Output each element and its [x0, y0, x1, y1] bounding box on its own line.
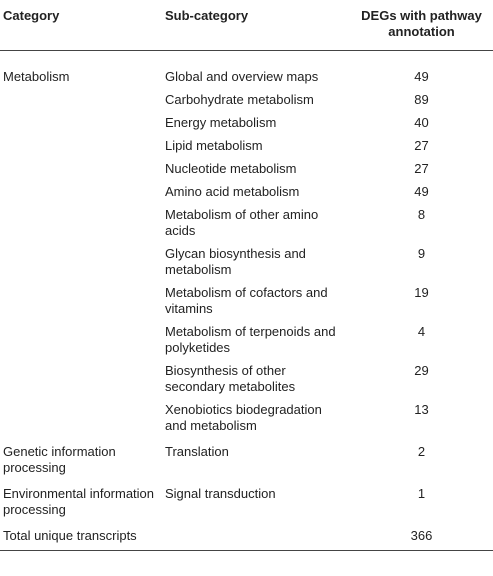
cell-value: 40	[414, 115, 429, 130]
cell-subcategory: Lipid metabolism	[165, 138, 263, 153]
table-row	[0, 282, 493, 321]
cell-value: 29	[414, 363, 429, 378]
cell-value: 89	[414, 92, 429, 107]
table-row	[0, 321, 493, 360]
header-subcategory: Sub-category	[165, 0, 350, 51]
table-row	[0, 89, 493, 112]
cell-subcategory: Amino acid metabolism	[165, 184, 300, 199]
cell-value: 1	[417, 486, 426, 501]
cell-category	[0, 135, 165, 158]
cell-subcategory: Energy metabolism	[165, 115, 277, 130]
cell-subcategory: Glycan biosynthesis and metabolism	[165, 246, 306, 277]
cell-category: Environmental information processing	[3, 486, 155, 517]
table-row	[0, 204, 493, 243]
cell-value: 9	[417, 246, 426, 261]
cell-value: 19	[414, 285, 429, 300]
cell-value: 27	[414, 138, 429, 153]
table-row	[0, 112, 493, 135]
header-category: Category	[0, 0, 165, 51]
cell-subcategory: Global and overview maps	[165, 69, 319, 84]
cell-subcategory: Nucleotide metabolism	[165, 161, 297, 176]
cell-subcategory: Carbohydrate metabolism	[165, 92, 314, 107]
cell-category: Total unique transcripts	[0, 522, 165, 551]
table-row	[0, 399, 493, 438]
cell-category	[0, 112, 165, 135]
cell-value: 2	[417, 444, 426, 459]
cell-subcategory: Metabolism of other amino acids	[165, 207, 319, 238]
cell-category	[0, 89, 165, 112]
cell-category: Metabolism	[3, 69, 70, 84]
cell-value: 27	[414, 161, 429, 176]
table-row	[0, 51, 493, 90]
cell-category	[0, 399, 165, 438]
table-header	[0, 0, 493, 51]
cell-subcategory: Signal transduction	[165, 486, 276, 501]
cell-value: 4	[417, 324, 426, 339]
cell-category: Genetic information processing	[3, 444, 116, 475]
cell-value: 13	[414, 402, 429, 417]
cell-category	[0, 204, 165, 243]
cell-category	[0, 321, 165, 360]
cell-value: 366	[350, 522, 493, 551]
cell-subcategory: Xenobiotics biodegradation and metabolism	[165, 402, 322, 433]
table-body	[0, 51, 493, 551]
table-row-total	[0, 522, 493, 551]
cell-value: 8	[417, 207, 426, 222]
cell-subcategory: Metabolism of cofactors and vitamins	[165, 285, 328, 316]
header-degs: DEGs with pathway annotation	[350, 0, 493, 51]
cell-category	[0, 243, 165, 282]
cell-category	[0, 158, 165, 181]
cell-subcategory	[165, 522, 350, 551]
table-row	[0, 243, 493, 282]
table-row	[0, 181, 493, 204]
cell-subcategory: Translation	[165, 444, 229, 459]
cell-subcategory: Metabolism of terpenoids and polyketides	[165, 324, 336, 355]
cell-category	[0, 282, 165, 321]
table-row	[0, 480, 493, 522]
cell-category	[0, 360, 165, 399]
table-row	[0, 438, 493, 480]
cell-value: 49	[414, 69, 429, 84]
table-row	[0, 135, 493, 158]
cell-value: 49	[414, 184, 429, 199]
cell-category	[0, 181, 165, 204]
table-row	[0, 360, 493, 399]
table-row	[0, 158, 493, 181]
header-row	[0, 0, 493, 51]
cell-subcategory: Biosynthesis of other secondary metabolites	[165, 363, 296, 394]
